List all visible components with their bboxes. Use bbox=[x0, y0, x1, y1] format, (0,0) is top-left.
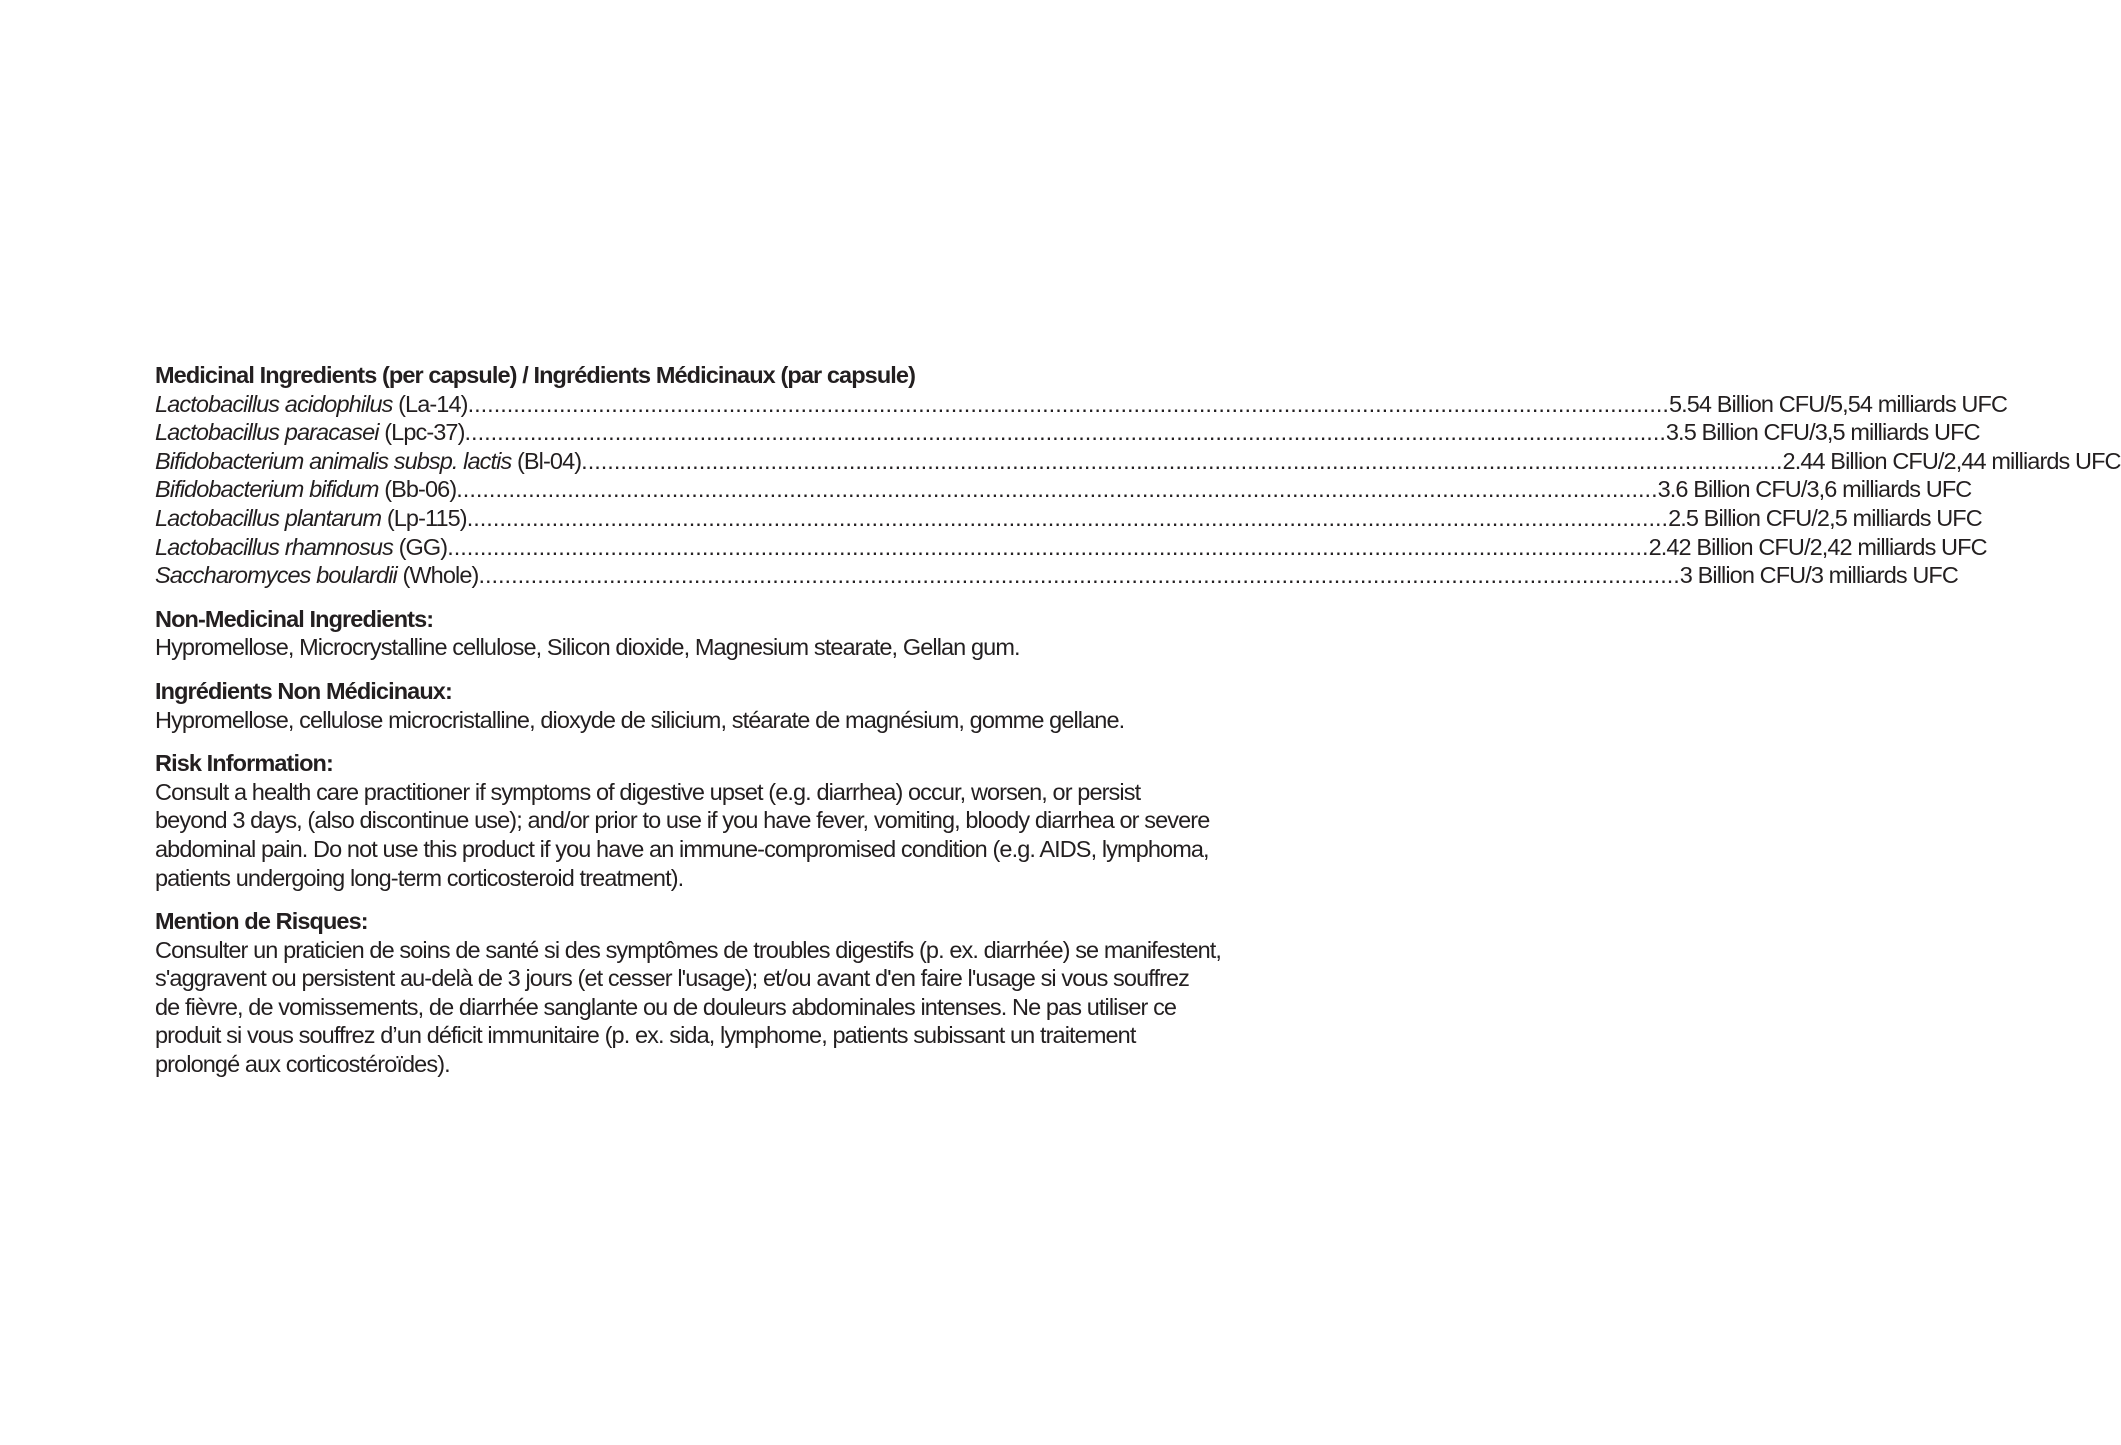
risk-line: Consulter un praticien de soins de santé si des symptômes de troubles digestifs (p. ex. diarrhée) se manifestent, bbox=[155, 936, 1222, 963]
ingredient-amount: 2.5 Billion CFU/2,5 milliards UFC bbox=[1668, 504, 1982, 531]
risk-line: patients undergoing long-term corticosteroid treatment). bbox=[155, 864, 684, 891]
ingredient-row bbox=[155, 561, 1958, 590]
risk-heading-en: Risk Information: bbox=[155, 750, 333, 777]
ingredient-strain: (Whole) bbox=[396, 562, 479, 589]
ingredient-name: Lactobacillus acidophilus bbox=[155, 390, 393, 417]
ingredient-row bbox=[155, 533, 1987, 562]
dot-leader: ........................................................................................................................................................................................ bbox=[467, 390, 1669, 417]
product-label bbox=[155, 361, 2121, 1079]
ingredient-strain: (Lp-115) bbox=[381, 504, 467, 531]
ingredient-amount: 3 Billion CFU/3 milliards UFC bbox=[1679, 562, 1958, 589]
ingredient-row bbox=[155, 475, 1972, 504]
ingredient-strain: (GG) bbox=[392, 533, 448, 560]
risk-line: Consult a health care practitioner if symptoms of digestive upset (e.g. diarrhea) occur, worsen, or persist bbox=[155, 778, 1141, 805]
ingredient-name: Bifidobacterium bifidum bbox=[155, 476, 379, 503]
medicinal-ingredients-heading: Medicinal Ingredients (per capsule) / Ingrédients Médicinaux (par capsule) bbox=[155, 362, 916, 388]
ingredient-name: Saccharomyces boulardii bbox=[155, 562, 397, 589]
ingredient-row bbox=[155, 418, 1980, 447]
dot-leader: ........................................................................................................................................................................................ bbox=[466, 504, 1669, 531]
medicinal-ingredients-section bbox=[155, 361, 2121, 590]
ingredient-name: Bifidobacterium animalis subsp. lactis bbox=[155, 447, 512, 474]
ingredient-strain: (Bl-04) bbox=[511, 447, 582, 474]
risk-heading-fr: Mention de Risques: bbox=[155, 908, 368, 935]
risk-information-en bbox=[155, 749, 1305, 892]
risk-line: abdominal pain. Do not use this product if you have an immune-compromised condition (e.g. AIDS, lymphoma, bbox=[155, 835, 1209, 862]
dot-leader: ........................................................................................................................................................................................ bbox=[478, 562, 1680, 589]
dot-leader: ........................................................................................................................................................................................ bbox=[447, 533, 1649, 560]
ingredient-strain: (Bb-06) bbox=[378, 476, 457, 503]
dot-leader: ........................................................................................................................................................................................ bbox=[456, 476, 1658, 503]
ingredient-amount: 2.44 Billion CFU/2,44 milliards UFC bbox=[1782, 447, 2121, 474]
ingredient-strain: (Lpc-37) bbox=[378, 419, 465, 446]
ingredient-name: Lactobacillus rhamnosus bbox=[155, 533, 393, 560]
ingredient-row bbox=[155, 504, 1982, 533]
risk-line: beyond 3 days, (also discontinue use); and/or prior to use if you have fever, vomiting, bloody diarrhea or severe bbox=[155, 807, 1210, 834]
ingredient-amount: 3.6 Billion CFU/3,6 milliards UFC bbox=[1657, 476, 1972, 503]
risk-information-fr bbox=[155, 907, 1305, 1079]
non-medicinal-heading-en: Non-Medicinal Ingredients: bbox=[155, 605, 434, 632]
risk-line: s'aggravent ou persistent au-delà de 3 jours (et cesser l'usage); et/ou avant d'en faire l'usage si vous souffrez bbox=[155, 965, 1190, 992]
non-medicinal-text-fr: Hypromellose, cellulose microcristalline, dioxyde de silicium, stéarate de magnésium, gomme gellane. bbox=[155, 706, 1125, 733]
dot-leader: ........................................................................................................................................................................................ bbox=[581, 447, 1783, 474]
non-medicinal-heading-fr: Ingrédients Non Médicinaux: bbox=[155, 677, 452, 704]
ingredient-name: Lactobacillus plantarum bbox=[155, 504, 382, 531]
risk-line: de fièvre, de vomissements, de diarrhée sanglante ou de douleurs abdominales intenses. Ne pas utiliser ce bbox=[155, 993, 1177, 1020]
ingredient-name: Lactobacillus paracasei bbox=[155, 419, 379, 446]
ingredient-amount: 3.5 Billion CFU/3,5 milliards UFC bbox=[1665, 419, 1980, 446]
risk-line: produit si vous souffrez d’un déficit immunitaire (p. ex. sida, lymphome, patients subissant un traitement bbox=[155, 1022, 1136, 1049]
non-medicinal-text-en: Hypromellose, Microcrystalline cellulose, Silicon dioxide, Magnesium stearate, Gellan gum. bbox=[155, 634, 1020, 661]
ingredient-strain: (La-14) bbox=[392, 390, 468, 417]
risk-line: prolongé aux corticostéroïdes). bbox=[155, 1051, 450, 1078]
non-medicinal-ingredients-fr bbox=[155, 677, 1305, 734]
ingredient-row bbox=[155, 390, 2008, 419]
ingredient-row bbox=[155, 447, 2121, 476]
ingredient-amount: 2.42 Billion CFU/2,42 milliards UFC bbox=[1648, 533, 1987, 560]
non-medicinal-ingredients-en bbox=[155, 605, 1305, 662]
ingredient-amount: 5.54 Billion CFU/5,54 milliards UFC bbox=[1668, 390, 2008, 417]
dot-leader: ........................................................................................................................................................................................ bbox=[464, 419, 1666, 446]
